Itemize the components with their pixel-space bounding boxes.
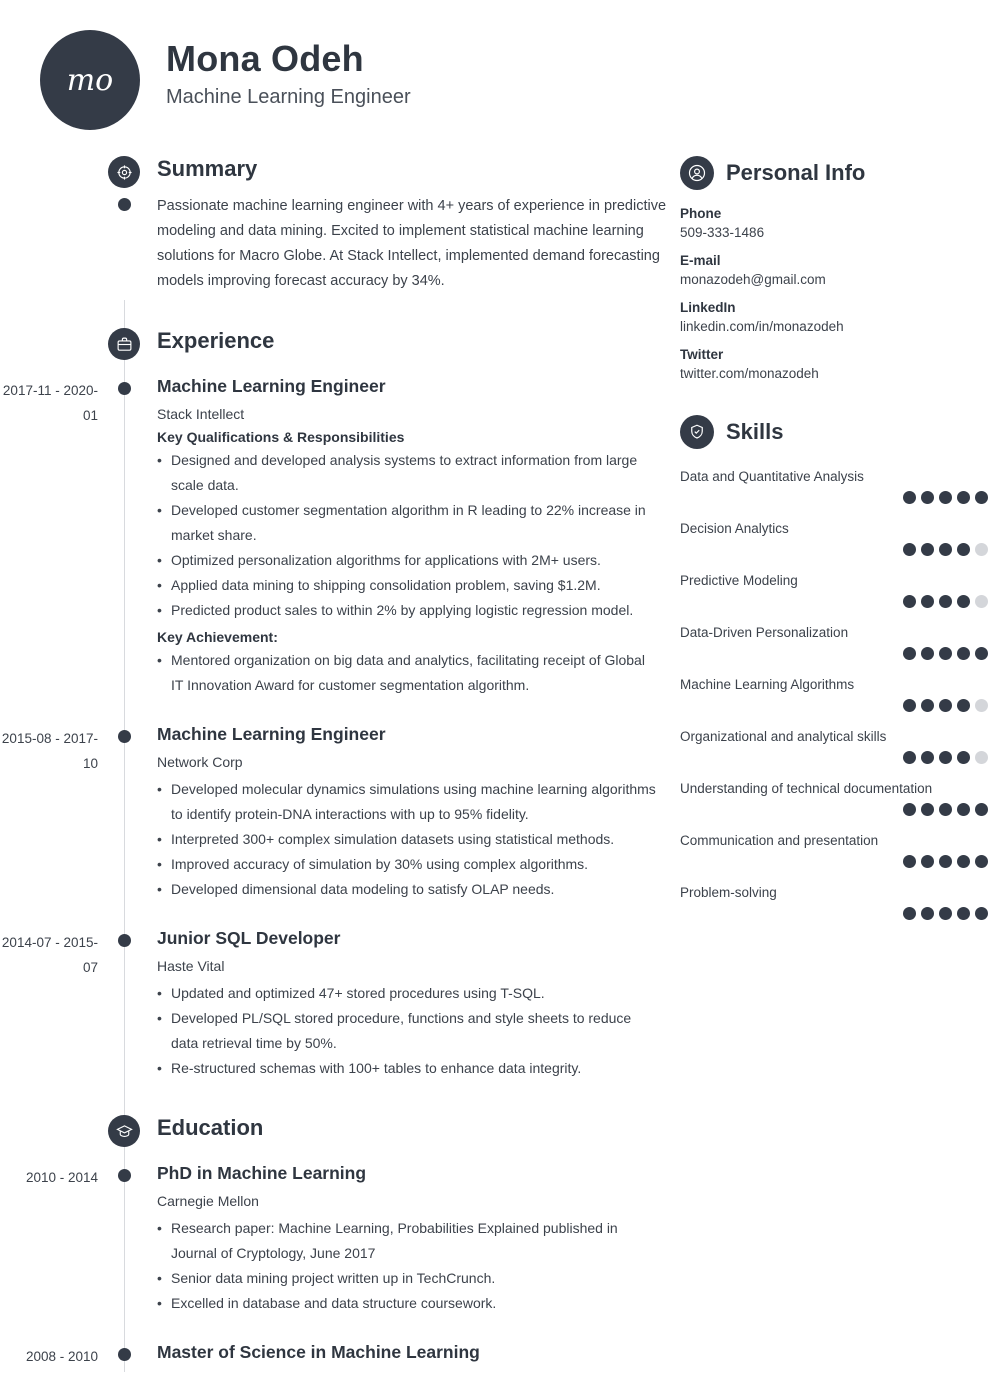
summary-heading-row <box>157 156 680 182</box>
section-title: Summary <box>157 156 258 181</box>
entry-dates: 2015-08 - 2017-10 <box>1 731 98 771</box>
entry-title: Machine Learning Engineer <box>157 376 386 396</box>
bullet-item: • Applied data mining to shipping consolidation problem, saving $1.2M. <box>157 573 657 598</box>
rating-dot <box>957 803 970 816</box>
skill-name: Machine Learning Algorithms <box>680 677 855 692</box>
skill-name: Communication and presentation <box>680 833 879 848</box>
rating-dot <box>957 595 970 608</box>
avatar <box>40 30 140 130</box>
left-column <box>0 130 680 1372</box>
experience-heading-row <box>157 328 680 354</box>
avatar-initials: mo <box>66 62 114 98</box>
skill-name: Predictive Modeling <box>680 573 798 588</box>
skill-list <box>680 465 990 925</box>
skill-rating <box>680 907 990 925</box>
entry-bullets <box>157 1216 680 1316</box>
section-title: Education <box>157 1115 264 1140</box>
skill-item <box>680 517 990 561</box>
experience-entry <box>0 928 680 1081</box>
rating-dot <box>939 491 952 504</box>
entry-subheading: Key Achievement: <box>157 629 278 645</box>
timeline-dot <box>118 198 131 211</box>
rating-dot <box>939 647 952 660</box>
contact-item-phone <box>680 206 990 240</box>
rating-dot <box>957 543 970 556</box>
entry-bullets <box>157 981 680 1081</box>
bullet-item: • Designed and developed analysis systems to extract information from large scale data. <box>157 448 657 498</box>
rating-dot <box>939 595 952 608</box>
user-icon <box>680 156 714 190</box>
rating-dot <box>975 907 988 920</box>
skills-section <box>680 415 990 925</box>
right-column <box>680 130 990 1372</box>
graduation-cap-icon <box>108 1115 140 1147</box>
education-heading-row <box>157 1115 680 1141</box>
rating-dot <box>921 699 934 712</box>
skill-rating <box>680 595 990 613</box>
contact-value: 509-333-1486 <box>680 225 765 240</box>
contact-value[interactable]: linkedin.com/in/monazodeh <box>680 319 844 334</box>
entry-company: Stack Intellect <box>157 406 245 422</box>
rating-dot <box>903 595 916 608</box>
rating-dot <box>903 647 916 660</box>
entry-company: Haste Vital <box>157 958 225 974</box>
skill-name: Decision Analytics <box>680 521 789 536</box>
skill-item <box>680 621 990 665</box>
bullet-item: • Mentored organization on big data and analytics, facilitating receipt of Global IT Innovation Award for customer segmentation algorithm. <box>157 648 657 698</box>
rating-dot <box>903 803 916 816</box>
bullet-item: • Improved accuracy of simulation by 30% using complex algorithms. <box>157 852 657 877</box>
rating-dot <box>921 647 934 660</box>
rating-dot <box>903 855 916 868</box>
rating-dot <box>957 751 970 764</box>
skills-heading-row <box>680 415 990 449</box>
section-experience <box>0 328 680 354</box>
rating-dot <box>903 543 916 556</box>
rating-dot <box>939 751 952 764</box>
section-title: Skills <box>726 419 784 444</box>
rating-dot <box>903 491 916 504</box>
skill-name: Data-Driven Personalization <box>680 625 849 640</box>
entry-bullets <box>157 648 680 698</box>
skill-name: Problem-solving <box>680 885 777 900</box>
rating-dot <box>921 751 934 764</box>
education-entry <box>0 1342 680 1363</box>
entry-title: PhD in Machine Learning <box>157 1163 367 1183</box>
contact-label: Phone <box>680 206 722 221</box>
entry-dates: 2010 - 2014 <box>25 1170 98 1185</box>
rating-dot <box>975 647 988 660</box>
contact-list <box>680 206 990 381</box>
contact-item-email <box>680 253 990 287</box>
timeline-dot <box>118 934 131 947</box>
bullet-item: • Developed PL/SQL stored procedure, functions and style sheets to reduce data retrieval time by 50%. <box>157 1006 657 1056</box>
contact-value[interactable]: twitter.com/monazodeh <box>680 366 819 381</box>
rating-dot <box>939 543 952 556</box>
bullet-item: • Developed dimensional data modeling to satisfy OLAP needs. <box>157 877 657 902</box>
skill-rating <box>680 855 990 873</box>
entry-title: Master of Science in Machine Learning <box>157 1342 480 1362</box>
rating-dot <box>903 699 916 712</box>
badge-icon <box>680 415 714 449</box>
timeline-dot <box>118 1348 131 1361</box>
entry-dates: 2008 - 2010 <box>25 1349 98 1364</box>
skill-rating <box>680 699 990 717</box>
rating-dot <box>921 595 934 608</box>
timeline-dot <box>118 1169 131 1182</box>
skill-rating <box>680 803 990 821</box>
rating-dot <box>939 803 952 816</box>
skill-item <box>680 725 990 769</box>
rating-dot <box>957 855 970 868</box>
bullet-item: • Re-structured schemas with 100+ tables to enhance data integrity. <box>157 1056 657 1081</box>
section-title: Personal Info <box>726 160 866 185</box>
rating-dot <box>939 907 952 920</box>
skill-rating <box>680 543 990 561</box>
bullet-item: • Interpreted 300+ complex simulation datasets using statistical methods. <box>157 827 657 852</box>
rating-dot <box>903 907 916 920</box>
skill-name: Organizational and analytical skills <box>680 729 887 744</box>
rating-dot <box>921 491 934 504</box>
rating-dot <box>903 751 916 764</box>
job-title: Machine Learning Engineer <box>166 86 411 108</box>
content-columns <box>0 130 990 1372</box>
entry-dates: 2017-11 - 2020-01 <box>2 383 98 423</box>
skill-item <box>680 465 990 509</box>
rating-dot <box>921 907 934 920</box>
summary-text: Passionate machine learning engineer with 4+ years of experience in predictive modeling and data mining. Excited to implement statistical machine learning solutions for Macro Globe. At Stack Intellect, implemented demand forecasting models improving forecast accuracy by 34%. <box>157 198 667 289</box>
skill-name: Understanding of technical documentation <box>680 781 933 796</box>
entry-dates: 2014-07 - 2015-07 <box>1 935 98 975</box>
contact-label: Twitter <box>680 347 724 362</box>
entry-title: Machine Learning Engineer <box>157 724 386 744</box>
rating-dot <box>975 855 988 868</box>
rating-dot <box>975 803 988 816</box>
contact-item-twitter <box>680 347 990 381</box>
contact-value[interactable]: monazodeh@gmail.com <box>680 272 826 287</box>
rating-dot <box>957 699 970 712</box>
page-title: Mona Odeh <box>166 38 364 79</box>
rating-dot <box>921 855 934 868</box>
bullet-item: • Optimized personalization algorithms for applications with 2M+ users. <box>157 548 657 573</box>
rating-dot <box>921 543 934 556</box>
rating-dot <box>957 491 970 504</box>
experience-entry <box>0 724 680 902</box>
entry-subheading: Key Qualifications & Responsibilities <box>157 429 405 445</box>
bullet-item: • Research paper: Machine Learning, Probabilities Explained published in Journal of Cryptology, June 2017 <box>157 1216 657 1266</box>
target-icon <box>108 156 140 188</box>
rating-dot <box>939 699 952 712</box>
experience-entry <box>0 376 680 698</box>
timeline-dot <box>118 382 131 395</box>
bullet-item: • Senior data mining project written up in TechCrunch. <box>157 1266 657 1291</box>
rating-dot <box>975 543 988 556</box>
skill-rating <box>680 491 990 509</box>
skill-rating <box>680 647 990 665</box>
skill-item <box>680 673 990 717</box>
bullet-item: • Developed customer segmentation algorithm in R leading to 22% increase in market share. <box>157 498 657 548</box>
section-education <box>0 1115 680 1141</box>
rating-dot <box>975 699 988 712</box>
personal-info-heading-row <box>680 156 990 190</box>
rating-dot <box>975 751 988 764</box>
resume-header <box>0 0 990 130</box>
bullet-item: • Developed molecular dynamics simulations using machine learning algorithms to identify protein-DNA interactions with up to 95% fidelity. <box>157 777 657 827</box>
rating-dot <box>957 647 970 660</box>
bullet-item: • Updated and optimized 47+ stored procedures using T-SQL. <box>157 981 657 1006</box>
name-block <box>166 30 411 109</box>
bullet-item: • Excelled in database and data structure coursework. <box>157 1291 657 1316</box>
contact-label: E-mail <box>680 253 721 268</box>
section-summary <box>0 156 680 294</box>
entry-bullets <box>157 777 680 902</box>
rating-dot <box>975 491 988 504</box>
skill-item <box>680 881 990 925</box>
contact-label: LinkedIn <box>680 300 736 315</box>
rating-dot <box>921 803 934 816</box>
entry-company: Carnegie Mellon <box>157 1193 259 1209</box>
skill-item <box>680 829 990 873</box>
skill-name: Data and Quantitative Analysis <box>680 469 864 484</box>
entry-company: Network Corp <box>157 754 243 770</box>
skill-item <box>680 777 990 821</box>
timeline-dot <box>118 730 131 743</box>
skill-rating <box>680 751 990 769</box>
entry-bullets <box>157 448 680 623</box>
contact-item-linkedin <box>680 300 990 334</box>
section-title: Experience <box>157 328 275 353</box>
skill-item <box>680 569 990 613</box>
entry-title: Junior SQL Developer <box>157 928 341 948</box>
education-entry <box>0 1163 680 1316</box>
rating-dot <box>939 855 952 868</box>
rating-dot <box>957 907 970 920</box>
bullet-item: • Predicted product sales to within 2% by applying logistic regression model. <box>157 598 657 623</box>
briefcase-icon <box>108 328 140 360</box>
rating-dot <box>975 595 988 608</box>
